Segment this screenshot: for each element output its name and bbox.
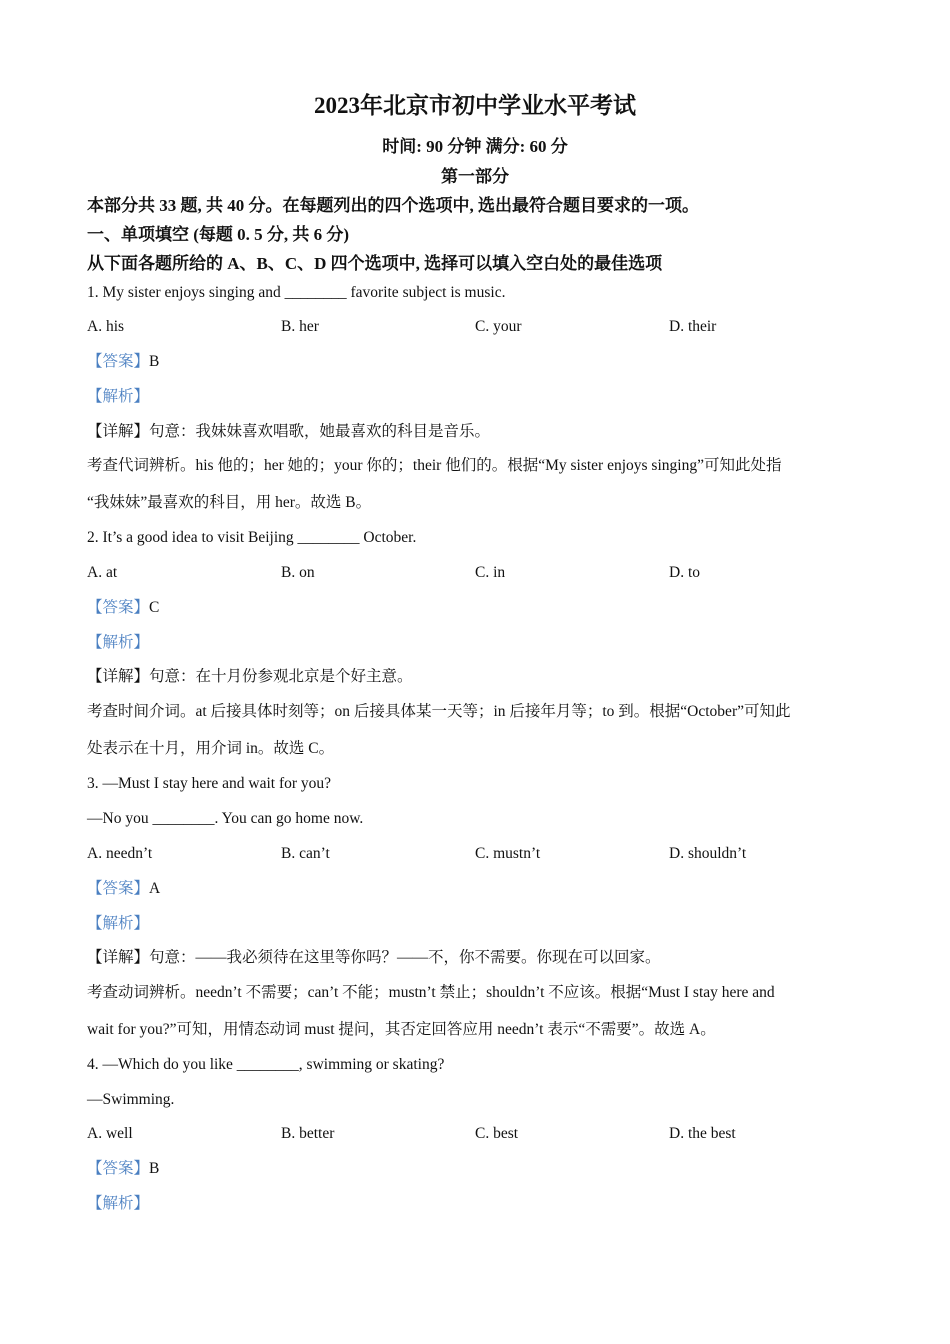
q1-option-b: B. her xyxy=(281,318,319,335)
q2-detail-text: 句意：在十月份参观北京是个好主意。 xyxy=(149,668,413,685)
section-heading: 一、单项填空 (每题 0. 5 分, 共 6 分) xyxy=(87,225,350,244)
question-3-stem-line-2: —No you ________. You can go home now. xyxy=(87,810,364,827)
q3-explanation-line-2: wait for you?”可知，用情态动词 must 提问，其否定回答应用 needn’t 表示“不需要”。故选 A。 xyxy=(87,1021,716,1038)
q2-explanation-line-2: 处表示在十月，用介词 in。故选 C。 xyxy=(87,740,335,757)
part-intro: 本部分共 33 题, 共 40 分。在每题列出的四个选项中, 选出最符合题目要求的一项。 xyxy=(87,196,699,215)
detail-tag: 【详解】 xyxy=(87,949,150,966)
q1-analysis xyxy=(87,387,149,407)
q3-option-c: C. mustn’t xyxy=(475,845,541,862)
section-instruction: 从下面各题所给的 A、B、C、D 四个选项中, 选择可以填入空白处的最佳选项 xyxy=(87,254,663,273)
analysis-tag: 【解析】 xyxy=(87,388,150,405)
q4-analysis xyxy=(87,1194,149,1214)
q3-detail-text: 句意：——我必须待在这里等你吗？——不，你不需要。你现在可以回家。 xyxy=(149,949,661,966)
q3-option-d: D. shouldn’t xyxy=(669,845,747,862)
q1-explanation-line-2: “我妹妹”最喜欢的科目，用 her。故选 B。 xyxy=(87,494,372,511)
q1-detail-text: 句意：我妹妹喜欢唱歌，她最喜欢的科目是音乐。 xyxy=(149,423,491,440)
q2-option-c: C. in xyxy=(475,564,506,581)
q4-option-c: C. best xyxy=(475,1125,519,1142)
q3-answer-value: A xyxy=(149,880,161,897)
answer-tag: 【答案】 xyxy=(87,599,150,616)
analysis-tag: 【解析】 xyxy=(87,634,150,651)
answer-tag: 【答案】 xyxy=(87,1160,150,1177)
q1-detail xyxy=(87,422,490,442)
question-4-stem-line-2: —Swimming. xyxy=(87,1091,175,1108)
part-heading: 第一部分 xyxy=(441,167,509,186)
q4-answer-value: B xyxy=(149,1160,160,1177)
q3-option-a: A. needn’t xyxy=(87,845,153,862)
q3-analysis xyxy=(87,914,149,934)
q3-answer xyxy=(87,879,160,899)
q4-option-d: D. the best xyxy=(669,1125,736,1142)
q4-option-a: A. well xyxy=(87,1125,133,1142)
q1-option-d: D. their xyxy=(669,318,717,335)
exam-time-score: 时间: 90 分钟 满分: 60 分 xyxy=(382,137,568,156)
q1-option-c: C. your xyxy=(475,318,522,335)
question-1-stem: 1. My sister enjoys singing and ________ favorite subject is music. xyxy=(87,284,506,301)
q1-answer-value: B xyxy=(149,353,160,370)
question-4-stem-line-1: 4. —Which do you like ________, swimming or skating? xyxy=(87,1056,445,1073)
q2-analysis xyxy=(87,633,149,653)
q2-answer-value: C xyxy=(149,599,160,616)
q3-explanation-line-1: 考查动词辨析。needn’t 不需要；can’t 不能；mustn’t 禁止；shouldn’t 不应该。根据“Must I stay here and xyxy=(87,984,775,1001)
detail-tag: 【详解】 xyxy=(87,668,150,685)
q1-explanation-line-1: 考查代词辨析。his 他的；her 她的；your 你的；their 他们的。根据“My sister enjoys singing”可知此处指 xyxy=(87,457,782,474)
question-3-stem-line-1: 3. —Must I stay here and wait for you? xyxy=(87,775,332,792)
detail-tag: 【详解】 xyxy=(87,423,150,440)
q2-explanation-line-1: 考查时间介词。at 后接具体时刻等；on 后接具体某一天等；in 后接年月等；to 到。根据“October”可知此 xyxy=(87,703,791,720)
question-2-stem: 2. It’s a good idea to visit Beijing ________ October. xyxy=(87,529,417,546)
q2-option-a: A. at xyxy=(87,564,118,581)
answer-tag: 【答案】 xyxy=(87,880,150,897)
q3-detail xyxy=(87,948,661,968)
q2-option-b: B. on xyxy=(281,564,315,581)
q1-answer xyxy=(87,352,159,372)
q2-option-d: D. to xyxy=(669,564,700,581)
q4-answer xyxy=(87,1159,159,1179)
answer-tag: 【答案】 xyxy=(87,353,150,370)
analysis-tag: 【解析】 xyxy=(87,915,150,932)
q1-option-a: A. his xyxy=(87,318,125,335)
q4-option-b: B. better xyxy=(281,1125,335,1142)
exam-title: 2023年北京市初中学业水平考试 xyxy=(314,93,636,118)
analysis-tag: 【解析】 xyxy=(87,1195,150,1212)
q2-answer xyxy=(87,598,159,618)
q3-option-b: B. can’t xyxy=(281,845,330,862)
q2-detail xyxy=(87,667,413,687)
